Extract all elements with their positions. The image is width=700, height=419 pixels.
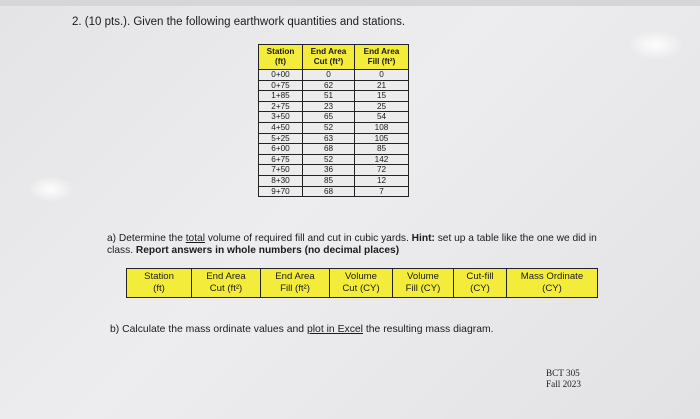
station-cell: 2+75 (259, 101, 303, 112)
answer-table-header-row (127, 269, 598, 298)
earthwork-table-row (259, 165, 409, 176)
cut-area-cell: 68 (303, 186, 355, 197)
course-code: BCT 305 (546, 368, 580, 378)
station-cell: 4+50 (259, 122, 303, 133)
earthwork-table-row (259, 186, 409, 197)
earthwork-table-row (259, 80, 409, 91)
station-cell: 0+00 (259, 70, 303, 81)
cut-area-cell: 63 (303, 133, 355, 144)
fill-area-cell: 15 (355, 91, 409, 102)
cut-area-cell: 36 (303, 165, 355, 176)
earthwork-table-row (259, 112, 409, 123)
answer-header-station: Station (ft) (127, 269, 192, 298)
station-cell: 8+30 (259, 175, 303, 186)
earthwork-table-header-row (259, 45, 409, 70)
cut-area-cell: 68 (303, 144, 355, 155)
earthwork-table-row (259, 101, 409, 112)
fill-area-cell: 108 (355, 122, 409, 133)
cut-area-cell: 51 (303, 91, 355, 102)
question-header: 2. (10 pts.). Given the following earthwork quantities and stations. (72, 16, 406, 28)
fill-area-cell: 105 (355, 133, 409, 144)
answer-header-fill-area: End Area Fill (ft²) (261, 269, 330, 298)
answer-header-cut-area: End Area Cut (ft²) (192, 269, 261, 298)
fill-area-cell: 0 (355, 70, 409, 81)
top-edge-strip (0, 0, 700, 6)
earthwork-table-row (259, 122, 409, 133)
answer-header-volume-fill: Volume Fill (CY) (393, 269, 454, 298)
earthwork-table-row (259, 175, 409, 186)
earthwork-table-row (259, 133, 409, 144)
station-cell: 5+25 (259, 133, 303, 144)
answer-header-volume-cut: Volume Cut (CY) (330, 269, 393, 298)
cut-area-cell: 0 (303, 70, 355, 81)
station-cell: 1+85 (259, 91, 303, 102)
earthwork-table (258, 44, 409, 197)
station-cell: 7+50 (259, 165, 303, 176)
earthwork-table-body (259, 70, 409, 197)
course-term: Fall 2023 (546, 379, 581, 389)
cut-area-cell: 62 (303, 80, 355, 91)
fill-area-cell: 54 (355, 112, 409, 123)
station-column-header: Station (ft) (259, 45, 303, 70)
part-a-instructions: a) Determine the total volume of required fill and cut in cubic yards. Hint: set up a table like the one we did in class. Report answers in whole numbers (no decimal places) (107, 233, 597, 256)
answer-table-template (126, 268, 598, 298)
fill-area-cell: 7 (355, 186, 409, 197)
light-glare-left (28, 176, 74, 202)
earthwork-table-row (259, 154, 409, 165)
station-cell: 0+75 (259, 80, 303, 91)
cut-area-cell: 23 (303, 101, 355, 112)
cut-area-cell: 65 (303, 112, 355, 123)
part-b-instructions: b) Calculate the mass ordinate values and plot in Excel the resulting mass diagram. (110, 324, 494, 335)
station-cell: 9+70 (259, 186, 303, 197)
cut-area-cell: 85 (303, 175, 355, 186)
fill-area-cell: 25 (355, 101, 409, 112)
earthwork-table-row (259, 144, 409, 155)
cut-area-cell: 52 (303, 122, 355, 133)
fill-area-cell: 72 (355, 165, 409, 176)
earthwork-table-row (259, 91, 409, 102)
cut-area-column-header: End Area Cut (ft²) (303, 45, 355, 70)
answer-header-cut-fill: Cut-fill (CY) (454, 269, 507, 298)
fill-area-cell: 21 (355, 80, 409, 91)
fill-area-cell: 85 (355, 144, 409, 155)
cut-area-cell: 52 (303, 154, 355, 165)
fill-area-cell: 12 (355, 175, 409, 186)
station-cell: 6+00 (259, 144, 303, 155)
station-cell: 3+50 (259, 112, 303, 123)
course-label (546, 368, 581, 390)
station-cell: 6+75 (259, 154, 303, 165)
light-glare-right (628, 30, 684, 60)
fill-area-column-header: End Area Fill (ft²) (355, 45, 409, 70)
answer-header-mass-ordinate: Mass Ordinate (CY) (507, 269, 598, 298)
fill-area-cell: 142 (355, 154, 409, 165)
earthwork-table-row (259, 70, 409, 81)
